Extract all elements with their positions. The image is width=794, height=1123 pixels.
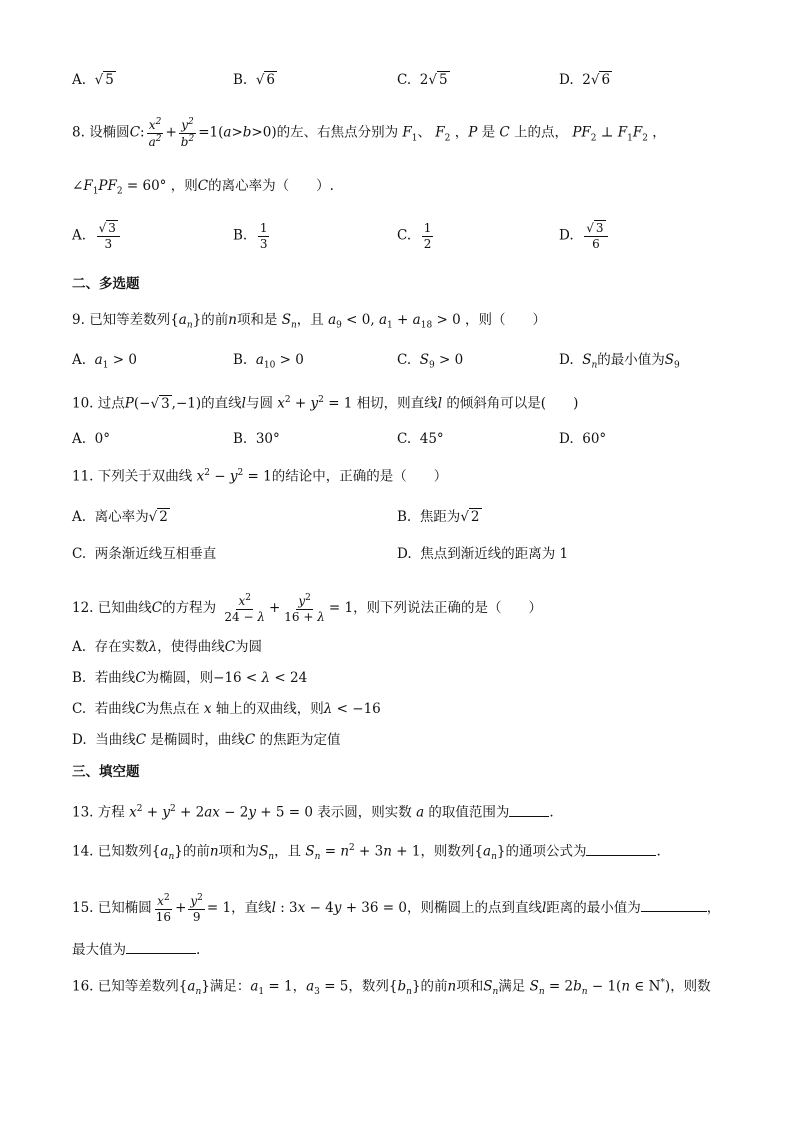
q9-option-d[interactable]: D. $S_n$的最小值为$S_9$ <box>559 352 680 371</box>
q8-option-d[interactable]: D. $\frac{√ 3}{6}$ <box>559 222 610 250</box>
q7-option-b[interactable]: B. √ 6 <box>233 72 276 88</box>
q7-options <box>72 74 722 106</box>
q10-stem: 10. 过点P(−√ 3 ,−1)的直线l与圆 $x^2 + y^2 = 1$ 相切，则直线l 的倾斜角可以是( ) <box>72 395 579 412</box>
q11-options-row2 <box>72 548 722 580</box>
q12-option-a[interactable]: A. 存在实数λ，使得曲线C为圆 <box>72 639 263 655</box>
q11-stem: 11. 下列关于双曲线 $x^2 - y^2 = 1$的结论中，正确的是（ ） <box>72 468 448 485</box>
q13-answer-blank[interactable] <box>509 816 549 817</box>
q8-options <box>72 222 722 254</box>
q11-option-a[interactable]: A. 离心率为√ 2 <box>72 509 168 525</box>
q16-stem: 16. 已知等差数列$\{a_n\}$满足：$a_1 = 1$，$a_3 = 5$，数列$\{b_n\}$的前n项和$S_n$满足 $S_n = 2b_n - 1(n$ ∈ N*)，则数 <box>72 978 711 998</box>
q10-option-c[interactable]: C. 45° <box>397 431 444 447</box>
q13-stem: 13. 方程 $x^2 + y^2 + 2ax - 2y + 5 = 0$ 表示圆，则实数 a 的取值范围为 . <box>72 804 554 821</box>
q11-options-row1 <box>72 511 722 543</box>
q8-stem-line2: $\angle F_1PF_2 = 60^\circ$ ，则C的离心率为（ ）. <box>72 178 334 197</box>
section-heading-fill-blank: 三、填空题 <box>72 764 140 780</box>
q15-stem-line1: 15. 已知椭圆 $\frac{x^2}{16}$ + $\frac{y^2}{9}$ = 1，直线l : 3x − 4y + 36 = 0，则椭圆上的点到直线l距离的最小值为 ， <box>72 893 721 924</box>
q10-option-a[interactable]: A. 0° <box>72 431 110 447</box>
q10-option-b[interactable]: B. 30° <box>233 431 280 447</box>
q11-option-d[interactable]: D. 焦点到渐近线的距离为 1 <box>397 546 569 562</box>
q9-option-a[interactable]: A. $a_1 > 0$ <box>72 352 137 371</box>
q8-option-c[interactable]: C. $\frac{1}{2}$ <box>397 221 432 251</box>
q7-option-d[interactable]: D. 2√ 6 <box>559 72 611 88</box>
q12-option-b[interactable]: B. 若曲线C为椭圆，则−16 < λ < 24 <box>72 670 308 686</box>
q14-answer-blank[interactable] <box>586 855 656 856</box>
q12-option-d[interactable]: D. 当曲线C 是椭圆时，曲线C 的焦距为定值 <box>72 732 341 748</box>
section-heading-multiple-choice: 二、多选题 <box>72 276 140 292</box>
q9-options <box>72 354 722 386</box>
q10-options <box>72 433 722 465</box>
q15-min-answer-blank[interactable] <box>641 911 707 912</box>
q11-option-c[interactable]: C. 两条渐近线互相垂直 <box>72 546 217 562</box>
q9-option-b[interactable]: B. $a_{10} > 0$ <box>233 352 304 371</box>
q8-option-b[interactable]: B. $\frac{1}{3}$ <box>233 221 268 251</box>
q15-stem-line2: 最大值为 . <box>72 942 201 958</box>
q11-option-b[interactable]: B. 焦距为√ 2 <box>397 509 480 525</box>
q9-option-c[interactable]: C. $S_9 > 0$ <box>397 352 464 371</box>
q10-option-d[interactable]: D. 60° <box>559 431 607 447</box>
q9-stem: 9. 已知等差数列$\{a_n\}$的前n项和是 $S_n$，且 $a_9 < 0$, $a_1 + a_{18} > 0$ ，则（ ） <box>72 312 546 331</box>
q8-stem-line1: 8. 设椭圆C: $\frac{x^2}{a^2}$ + $\frac{y^2}{b^2}$ =1(a>b>0)的左、右焦点分别为 $F_1$、 $F_2$ ，P 是 C 上的点， $PF_2$ ⊥ $F_1F_2$ ， <box>72 117 666 149</box>
q7-option-c[interactable]: C. 2√ 5 <box>397 72 448 88</box>
q12-stem: 12. 已知曲线C的方程为 $\frac{x^2}{24 - \lambda}$ + $\frac{y^2}{16 + \lambda}$ = 1，则下列说法正确的是（ ） <box>72 593 543 624</box>
q7-option-a[interactable]: A. √ 5 <box>72 72 114 88</box>
q15-max-answer-blank[interactable] <box>126 953 196 954</box>
q12-option-c[interactable]: C. 若曲线C为焦点在 x 轴上的双曲线，则λ < −16 <box>72 701 381 717</box>
q14-stem: 14. 已知数列$\{a_n\}$的前n项和为$S_n$，且 $S_n = n^2 + 3n + 1$，则数列$\{a_n\}$的通项公式为 . <box>72 843 661 863</box>
q8-option-a[interactable]: A. $\frac{√ 3}{3}$ <box>72 222 122 250</box>
